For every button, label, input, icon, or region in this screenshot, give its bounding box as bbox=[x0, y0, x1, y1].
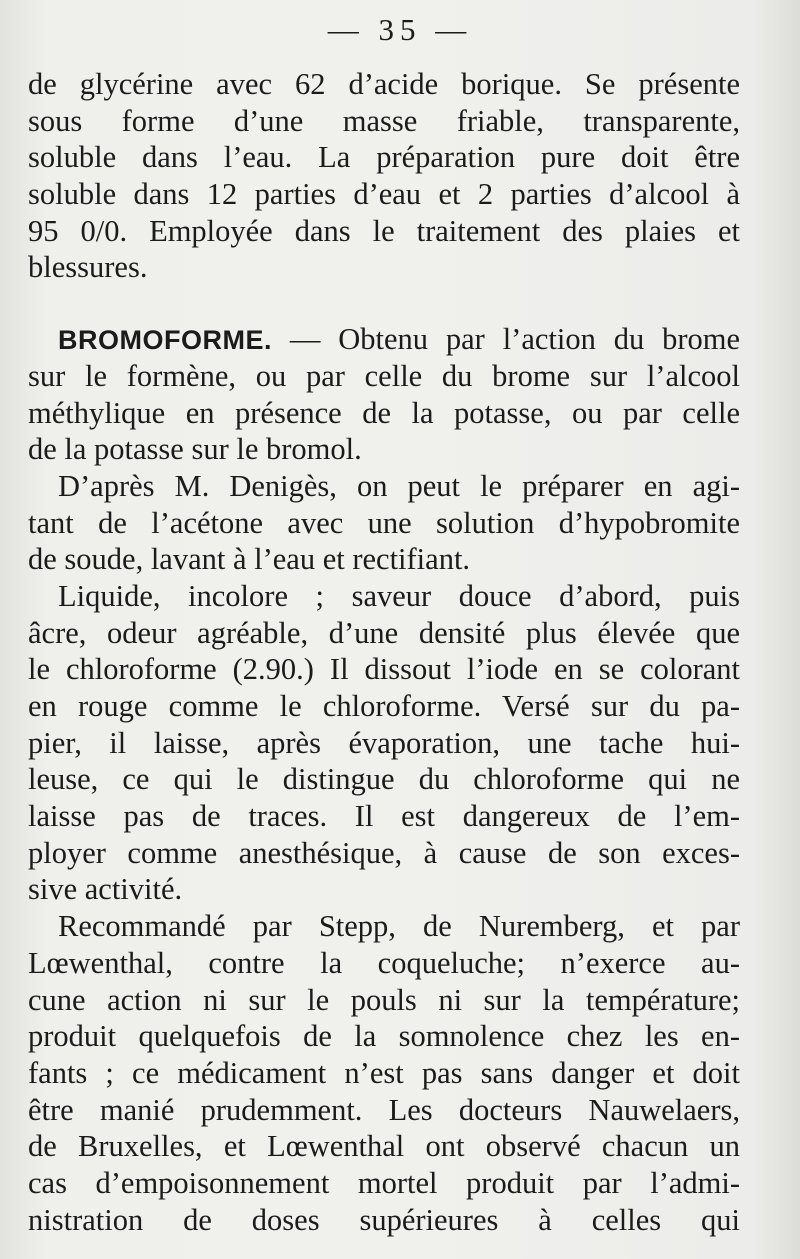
text-line: de Bruxelles, et Lœwenthal ont observé chacun un bbox=[28, 1129, 740, 1164]
text-line: blessures. bbox=[28, 250, 148, 285]
entry-bromoforme bbox=[28, 321, 740, 468]
text-line: âcre, odeur agréable, d’une densité plus élevée que bbox=[28, 615, 740, 650]
text-line: ployer comme anesthésique, à cause de son exces- bbox=[28, 835, 740, 870]
entry-heading: BROMOFORME. bbox=[58, 325, 272, 356]
text-line: soluble dans 12 parties d’eau et 2 parties d’alcool à bbox=[28, 177, 740, 212]
text-line: méthylique en présence de la potasse, ou par celle bbox=[28, 395, 740, 430]
text-line: D’après M. Denigès, on peut le préparer en agi- bbox=[58, 468, 740, 503]
text-line: Lœwenthal, contre la coqueluche; n’exerce au- bbox=[28, 945, 740, 980]
text-line: sive activité. bbox=[28, 872, 183, 907]
paragraph-continuation bbox=[28, 66, 740, 286]
text-line: sur le formène, ou par celle du brome sur l’alcool bbox=[28, 358, 740, 393]
text-line: laisse pas de traces. Il est dangereux de l’em- bbox=[28, 799, 740, 834]
paragraph bbox=[28, 578, 740, 908]
paragraph bbox=[28, 908, 740, 1238]
text-line: pier, il laisse, après évaporation, une tache hui- bbox=[28, 725, 740, 760]
text-line: soluble dans l’eau. La préparation pure doit être bbox=[28, 140, 740, 175]
text-line: de glycérine avec 62 d’acide borique. Se présente bbox=[28, 67, 740, 101]
page-text bbox=[28, 66, 740, 1238]
text-line: Liquide, incolore ; saveur douce d’abord, puis bbox=[58, 578, 740, 613]
page-number: — 35 — bbox=[327, 12, 473, 47]
text-line: de soude, lavant à l’eau et rectifiant. bbox=[28, 542, 471, 577]
text-line: leuse, ce qui le distingue du chloroforme qui ne bbox=[28, 762, 740, 797]
text-line: 95 0/0. Employée dans le traitement des plaies et bbox=[28, 213, 740, 248]
text-line: sous forme d’une masse friable, transparente, bbox=[28, 103, 740, 138]
text-line: de la potasse sur le bromol. bbox=[28, 432, 362, 467]
text-line: nistration de doses supérieures à celles qui bbox=[28, 1202, 740, 1237]
text-line: le chloroforme (2.90.) Il dissout l’iode en se colorant bbox=[28, 652, 740, 687]
text-line: cune action ni sur le pouls ni sur la température; bbox=[28, 982, 740, 1017]
text-line: produit quelquefois de la somnolence chez les en- bbox=[28, 1019, 740, 1054]
paragraph bbox=[28, 468, 740, 578]
text-line: tant de l’acétone avec une solution d’hypobromite bbox=[28, 505, 740, 540]
text-line: — Obtenu par l’action du brome bbox=[272, 322, 740, 357]
text-line: fants ; ce médicament n’est pas sans danger et doit bbox=[28, 1055, 740, 1090]
text-line: cas d’empoisonnement mortel produit par l’admi- bbox=[28, 1165, 740, 1200]
text-line: en rouge comme le chloroforme. Versé sur du pa- bbox=[28, 689, 740, 723]
text-line: être manié prudemment. Les docteurs Nauwelaers, bbox=[28, 1092, 740, 1127]
entry-first-line bbox=[28, 321, 740, 358]
text-line: Recommandé par Stepp, de Nuremberg, et par bbox=[58, 909, 740, 944]
